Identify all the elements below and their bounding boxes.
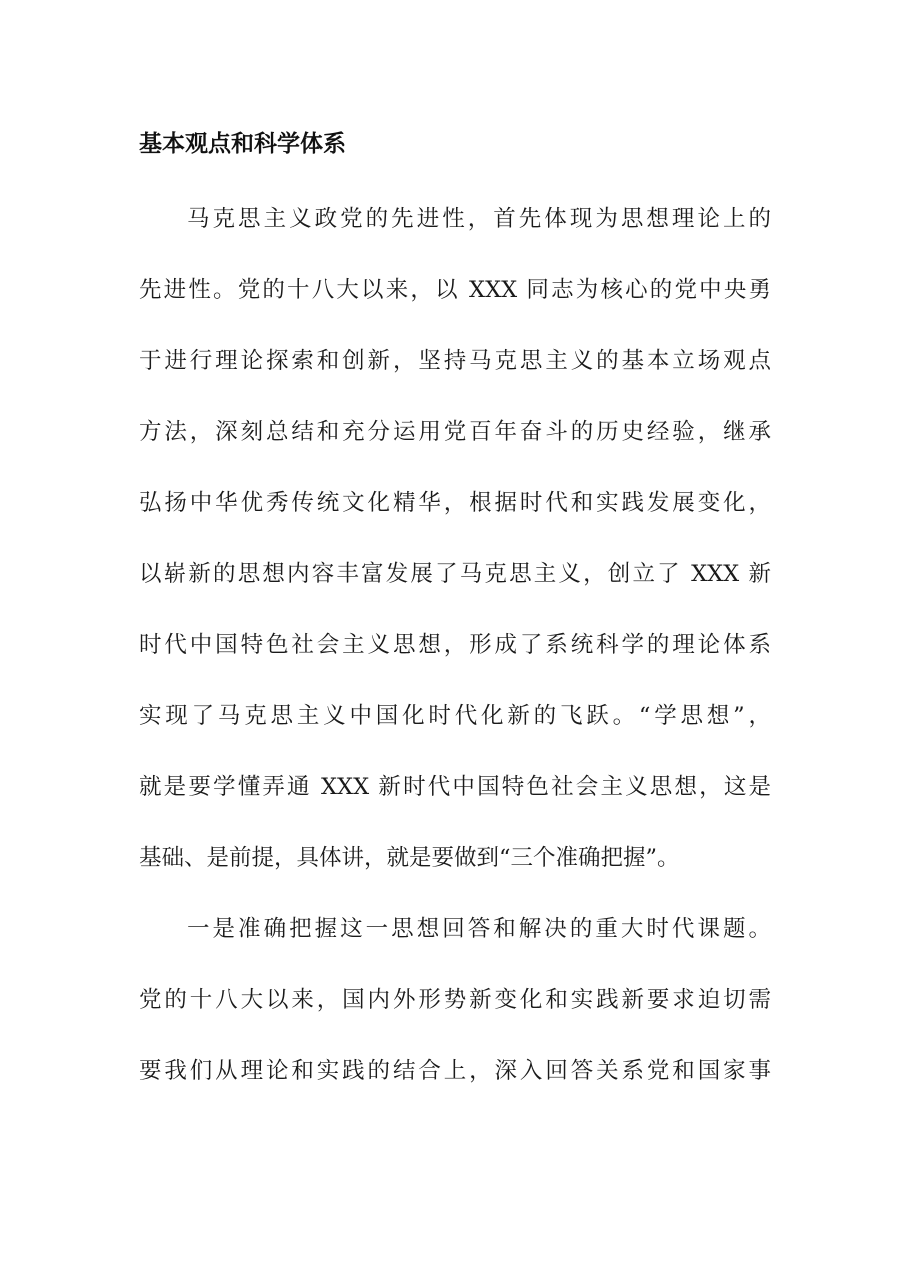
paragraph-1-line-10: 基础、是前提，具体讲，就是要做到“三个准确把握”。 (139, 845, 680, 871)
paragraph-1-line-9: 就是要学懂弄通 XXX 新时代中国特色社会主义思想，这是 (139, 774, 771, 800)
paragraph-1-line-3: 于进行理论探索和创新，坚持马克思主义的基本立场观点 (139, 348, 771, 374)
paragraph-1-line-6: 以崭新的思想内容丰富发展了马克思主义，创立了 XXX 新 (139, 561, 771, 587)
paragraph-2-line-3: 要我们从理论和实践的结合上，深入回答关系党和国家事 (139, 1058, 771, 1084)
paragraph-1-line-5: 弘扬中华优秀传统文化精华，根据时代和实践发展变化， (139, 490, 771, 516)
paragraph-1-line-4: 方法，深刻总结和充分运用党百年奋斗的历史经验，继承 (139, 419, 771, 445)
paragraph-1-line-1: 马克思主义政党的先进性，首先体现为思想理论上的 (187, 206, 771, 232)
paragraph-2-line-1: 一是准确把握这一思想回答和解决的重大时代课题。 (187, 916, 771, 942)
paragraph-1-line-2: 先进性。党的十八大以来，以 XXX 同志为核心的党中央勇 (139, 277, 771, 303)
section-heading: 基本观点和科学体系 (139, 130, 346, 157)
paragraph-1-line-7: 时代中国特色社会主义思想，形成了系统科学的理论体系 (139, 632, 771, 658)
paragraph-1-line-8: 实现了马克思主义中国化时代化新的飞跃。“学思想”， (139, 703, 771, 729)
paragraph-2-line-2: 党的十八大以来，国内外形势新变化和实践新要求迫切需 (139, 987, 771, 1013)
